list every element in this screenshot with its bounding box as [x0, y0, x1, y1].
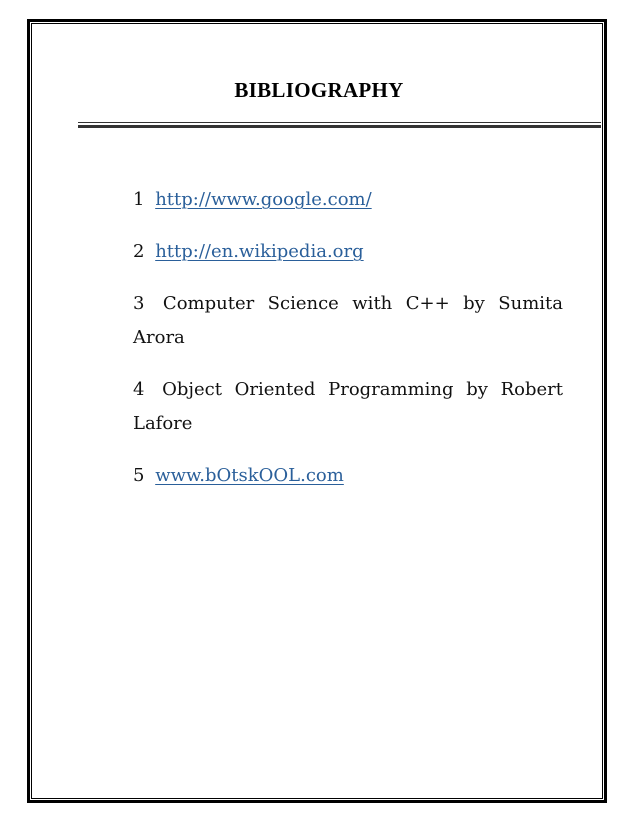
entry-number: 4 — [133, 379, 145, 400]
entry-link-wikipedia[interactable]: http://en.wikipedia.org — [155, 241, 364, 262]
bibliography-list — [133, 183, 563, 511]
bibliography-entry-3 — [133, 287, 563, 355]
title-divider-thick-line — [78, 125, 601, 128]
entry-text: Object Oriented Programming by Robert Lafore — [133, 379, 563, 434]
title-divider — [78, 122, 601, 132]
entry-link-botskool[interactable]: www.bOtskOOL.com — [155, 465, 344, 486]
entry-text: Computer Science with C++ by Sumita Arora — [133, 293, 563, 348]
bibliography-entry-5 — [133, 459, 563, 493]
title-divider-thin-line — [78, 122, 601, 123]
entry-number: 1 — [133, 189, 145, 210]
entry-link-google[interactable]: http://www.google.com/ — [155, 189, 372, 210]
entry-number: 5 — [133, 465, 145, 486]
bibliography-entry-1 — [133, 183, 563, 217]
entry-number: 3 — [133, 293, 145, 314]
bibliography-entry-2 — [133, 235, 563, 269]
bibliography-entry-4 — [133, 373, 563, 441]
entry-number: 2 — [133, 241, 145, 262]
page-title: BIBLIOGRAPHY — [234, 78, 404, 102]
